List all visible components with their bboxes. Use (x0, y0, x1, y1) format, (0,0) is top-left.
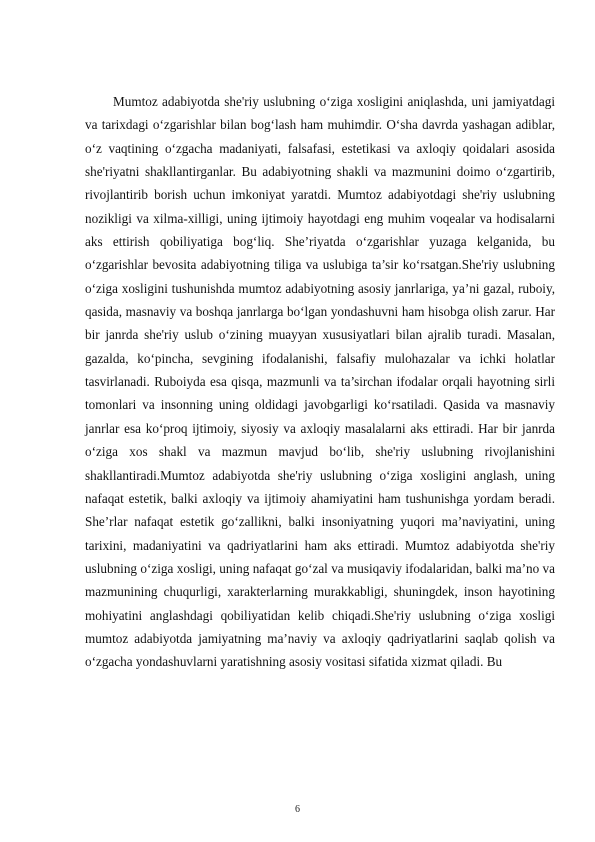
body-paragraph: Mumtoz adabiyotda she'riy uslubning o‘ziga xosligini aniqlashda, uni jamiyatdagi va tarixdagi o‘zgarishlar bilan bog‘lash ham muhimdir. O‘sha davrda yashagan adiblar, o‘z vaqtining o‘zgacha madaniyati, falsafasi, estetikasi va axloqiy qoidalari asosida she'riyatni shakllantirganlar. Bu adabiyotning shakli va mazmunini doimo o‘zgartirib, rivojlantirib borish uchun imkoniyat yaratdi. Mumtoz adabiyotdagi she'riy uslubning nozikligi va xilma-xilligi, uning ijtimoiy hayotdagi eng muhim voqealar va hodisalarni aks ettirish qobiliyatiga bog‘liq. She’riyatda o‘zgarishlar yuzaga kelganida, bu o‘zgarishlar bevosita adabiyotning tiliga va uslubiga ta’sir ko‘rsatgan.She'riy uslubning o‘ziga xosligini tushunishda mumtoz adabiyotning asosiy janrlariga, ya’ni gazal, ruboiy, qasida, masnaviy va boshqa janrlarga bo‘lgan yondashuvni ham hisobga olish zarur. Har bir janrda she'riy uslub o‘zining muayyan xususiyatlari bilan ajralib turadi. Masalan, gazalda, ko‘pincha, sevgining ifodalanishi, falsafiy mulohazalar va ichki holatlar tasvirlanadi. Ruboiyda esa qisqa, mazmunli va ta’sirchan ifodalar orqali hayotning sirli tomonlari va insonning uning oldidagi javobgarligi ko‘rsatiladi. Qasida va masnaviy janrlar esa ko‘proq ijtimoiy, siyosiy va axloqiy masalalarni aks ettiradi. Har bir janrda o‘ziga xos shakl va mazmun mavjud bo‘lib, she'riy uslubning rivojlanishini shakllantiradi.Mumtoz adabiyotda she'riy uslubning o‘ziga xosligini anglash, uning nafaqat estetik, balki axloqiy va ijtimoiy ahamiyatini ham tushunishga yordam beradi. She’rlar nafaqat estetik go‘zallikni, balki insoniyatning yuqori ma’naviyatini, uning tarixini, madaniyatini va qadriyatlarini ham aks ettiradi. Mumtoz adabiyotda she'riy uslubning o‘ziga xosligi, uning nafaqat go‘zal va musiqaviy ifodalaridan, balki ma’no va mazmunining chuqurligi, xarakterlarning murakkabligi, shuningdek, inson hayotining mohiyatini anglashdagi qobiliyatidan kelib chiqadi.She'riy uslubning o‘ziga xosligi mumtoz adabiyotda jamiyatning ma’naviy va axloqiy qadriyatlarini saqlab qolish va o‘zgacha yondashuvlarni yaratishning asosiy vositasi sifatida xizmat qiladi. Bu (85, 94, 555, 670)
page-number: 6 (295, 804, 300, 815)
page-body (85, 90, 555, 674)
